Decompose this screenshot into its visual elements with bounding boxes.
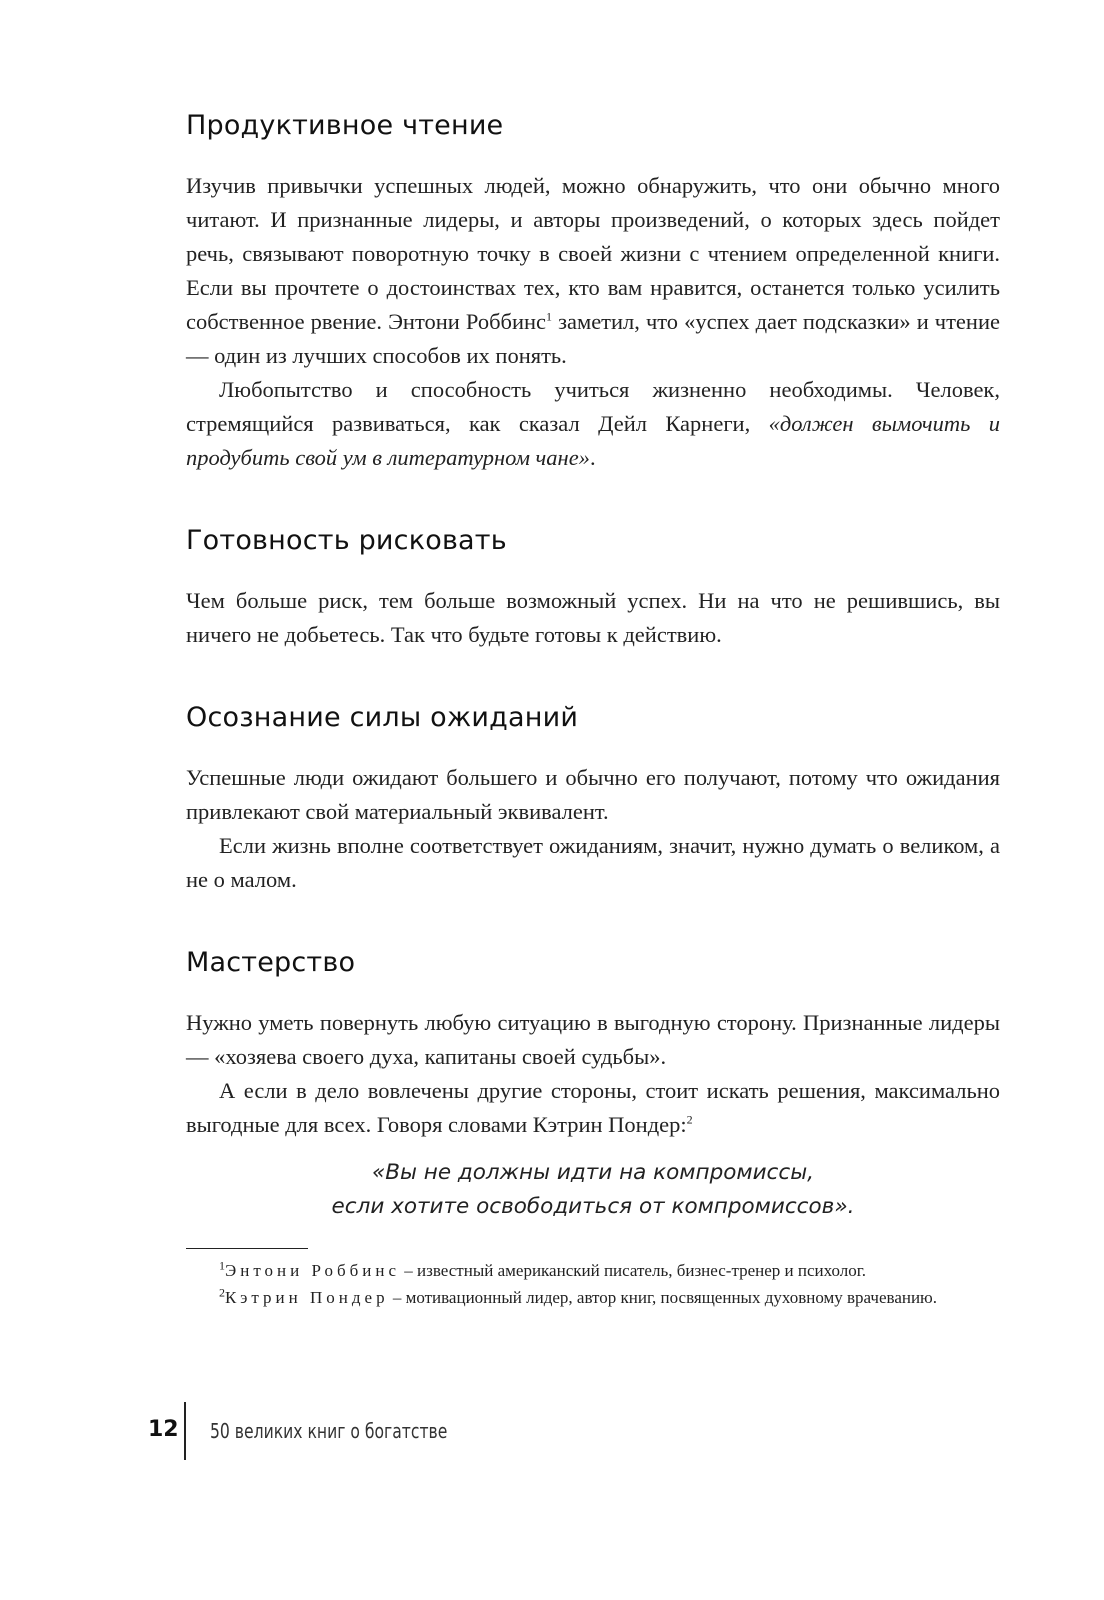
page-content (186, 110, 1000, 1311)
footnote-ref[interactable]: 1 (546, 309, 553, 324)
footnote-text: – известный американский писатель, бизнес-тренер и психолог. (400, 1261, 867, 1280)
footnote-mark: 2 (219, 1285, 225, 1300)
section-heading-expectations: Осознание силы ожиданий (186, 702, 579, 733)
footer-divider (184, 1402, 186, 1460)
paragraph: Чем больше риск, тем больше возможный успех. Ни на что не решившись, вы ничего не добьетесь. Так что будьте готовы к действию. (186, 588, 1000, 647)
section-heading-mastery: Мастерство (186, 947, 356, 978)
footnote-1 (186, 1257, 1000, 1284)
block-quote (186, 1156, 1000, 1224)
quote-line-2: если хотите освободиться от компромиссов». (331, 1194, 855, 1219)
footnote-ref[interactable]: 2 (686, 1112, 693, 1127)
footnote-name: Энтони Роббинс (225, 1261, 401, 1280)
page-number: 12 (148, 1417, 179, 1442)
running-title: 50 великих книг о богатстве (210, 1419, 448, 1443)
italic-quote: «должен вымочить и продубить свой ум в литературном чане» (186, 411, 1001, 470)
page-footer (148, 1402, 648, 1460)
footnote-mark: 1 (219, 1258, 225, 1273)
paragraph-text: Любопытство и способность учиться жизненно необходимы. Человек, стремящийся развиваться, как сказал Дейл Карнеги, (186, 377, 1000, 436)
paragraph-text: А если в дело вовлечены другие стороны, стоит искать решения, максимально выгодные для всех. Говоря словами Кэтрин Пондер: (186, 1078, 1000, 1137)
paragraph-text: . (589, 445, 596, 470)
footnote-text: – мотивационный лидер, автор книг, посвященных духовному врачеванию. (388, 1288, 938, 1307)
paragraph (186, 373, 1000, 475)
footnote-name: Кэтрин Пондер (225, 1288, 389, 1307)
paragraph-text: Изучив привычки успешных людей, можно обнаружить, что они обычно много читают. И признанные лидеры, и авторы произведений, о которых здесь пойдет речь, связывают поворотную точку в своей жизни с чтением определенной книги. Если вы прочтете о достоинствах тех, кто вам нравится, останется только усилить собственное рвение. Энтони Роббинс (186, 173, 1000, 334)
paragraph (186, 1074, 1000, 1142)
paragraph (186, 169, 1000, 373)
quote-line-1: «Вы не должны идти на компромиссы, (371, 1160, 815, 1185)
footnote-2 (186, 1284, 1000, 1311)
paragraph: Если жизнь вполне соответствует ожиданиям, значит, нужно думать о великом, а не о малом. (186, 833, 1000, 892)
section-heading-productive-reading: Продуктивное чтение (186, 110, 504, 141)
paragraph: Успешные люди ожидают большего и обычно его получают, потому что ожидания привлекают свой материальный эквивалент. (186, 765, 1000, 824)
section-heading-risk: Готовность рисковать (186, 525, 507, 556)
paragraph-text: заметил, что «успех дает подсказки» и чтение — один из лучших способов их понять. (186, 309, 1000, 368)
paragraph: Нужно уметь повернуть любую ситуацию в выгодную сторону. Признанные лидеры — «хозяева своего духа, капитаны своей судьбы». (186, 1010, 1000, 1069)
